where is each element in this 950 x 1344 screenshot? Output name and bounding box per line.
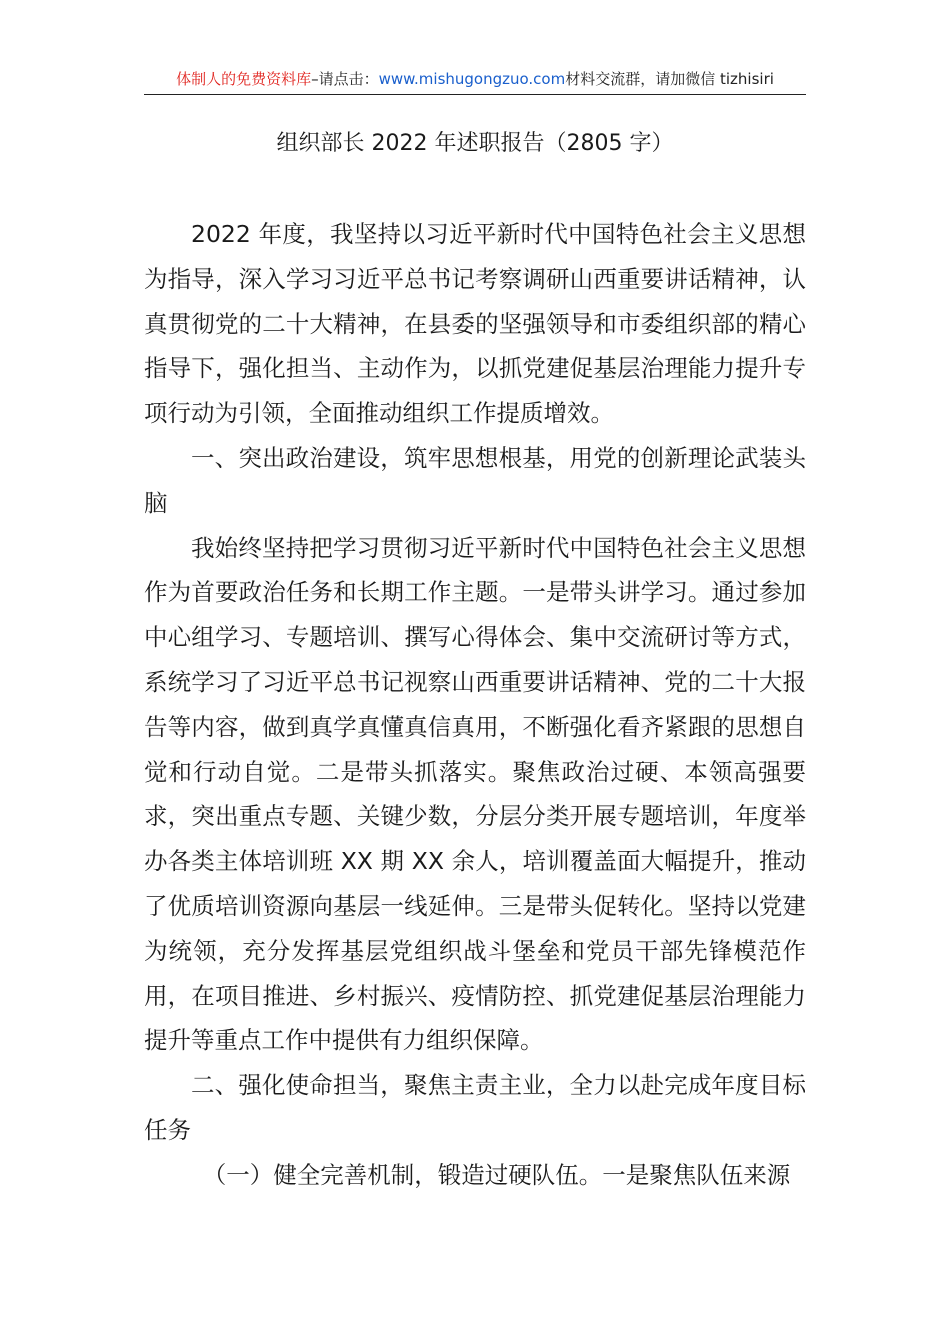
paragraph-intro: 2022 年度，我坚持以习近平新时代中国特色社会主义思想为指导，深入学习习近平总书记考察调研山西重要讲话精神，认真贯彻党的二十大精神，在县委的坚强领导和市委组织部的精心指导下，强化担当、主动作为，以抓党建促基层治理能力提升专项行动为引领，全面推动组织工作提质增效。 bbox=[144, 220, 806, 428]
header-contact: 材料交流群，请加微信 tizhisiri bbox=[565, 70, 774, 88]
document-body bbox=[144, 212, 806, 1198]
section-heading-1: 一、突出政治建设，筑牢思想根基，用党的创新理论武装头脑 bbox=[144, 443, 806, 517]
document-title: 组织部长 2022 年述职报告（2805 字） bbox=[276, 131, 674, 156]
header-brand: 体制人的免费资料库 bbox=[176, 70, 312, 88]
page-header bbox=[144, 68, 806, 95]
section-heading-2: 二、强化使命担当，聚焦主责主业，全力以赴完成年度目标任务 bbox=[144, 1071, 806, 1144]
header-url-link[interactable]: www.mishugongzuo.com bbox=[378, 70, 566, 88]
subsection-heading-1: （一）健全完善机制，锻造过硬队伍。一是聚焦队伍来源 bbox=[202, 1160, 791, 1189]
paragraph-section-1: 我始终坚持把学习贯彻习近平新时代中国特色社会主义思想作为首要政治任务和长期工作主题。一是带头讲学习。通过参加中心组学习、专题培训、撰写心得体会、集中交流研讨等方式，系统学习了习近平总书记视察山西重要讲话精神、党的二十大报告等内容，做到真学真懂真信真用，不断强化看齐紧跟的思想自觉和行动自觉。二是带头抓落实。聚焦政治过硬、本领高强要求，突出重点专题、关键少数，分层分类开展专题培训，年度举办各类主体培训班 XX 期 XX 余人，培训覆盖面大幅提升，推动了优质培训资源向基层一线延伸。三是带头促转化。坚持以党建为统领，充分发挥基层党组织战斗堡垒和党员干部先锋模范作用，在项目推进、乡村振兴、疫情防控、抓党建促基层治理能力提升等重点工作中提供有力组织保障。 bbox=[144, 533, 806, 1055]
header-prompt: –请点击： bbox=[311, 70, 379, 88]
